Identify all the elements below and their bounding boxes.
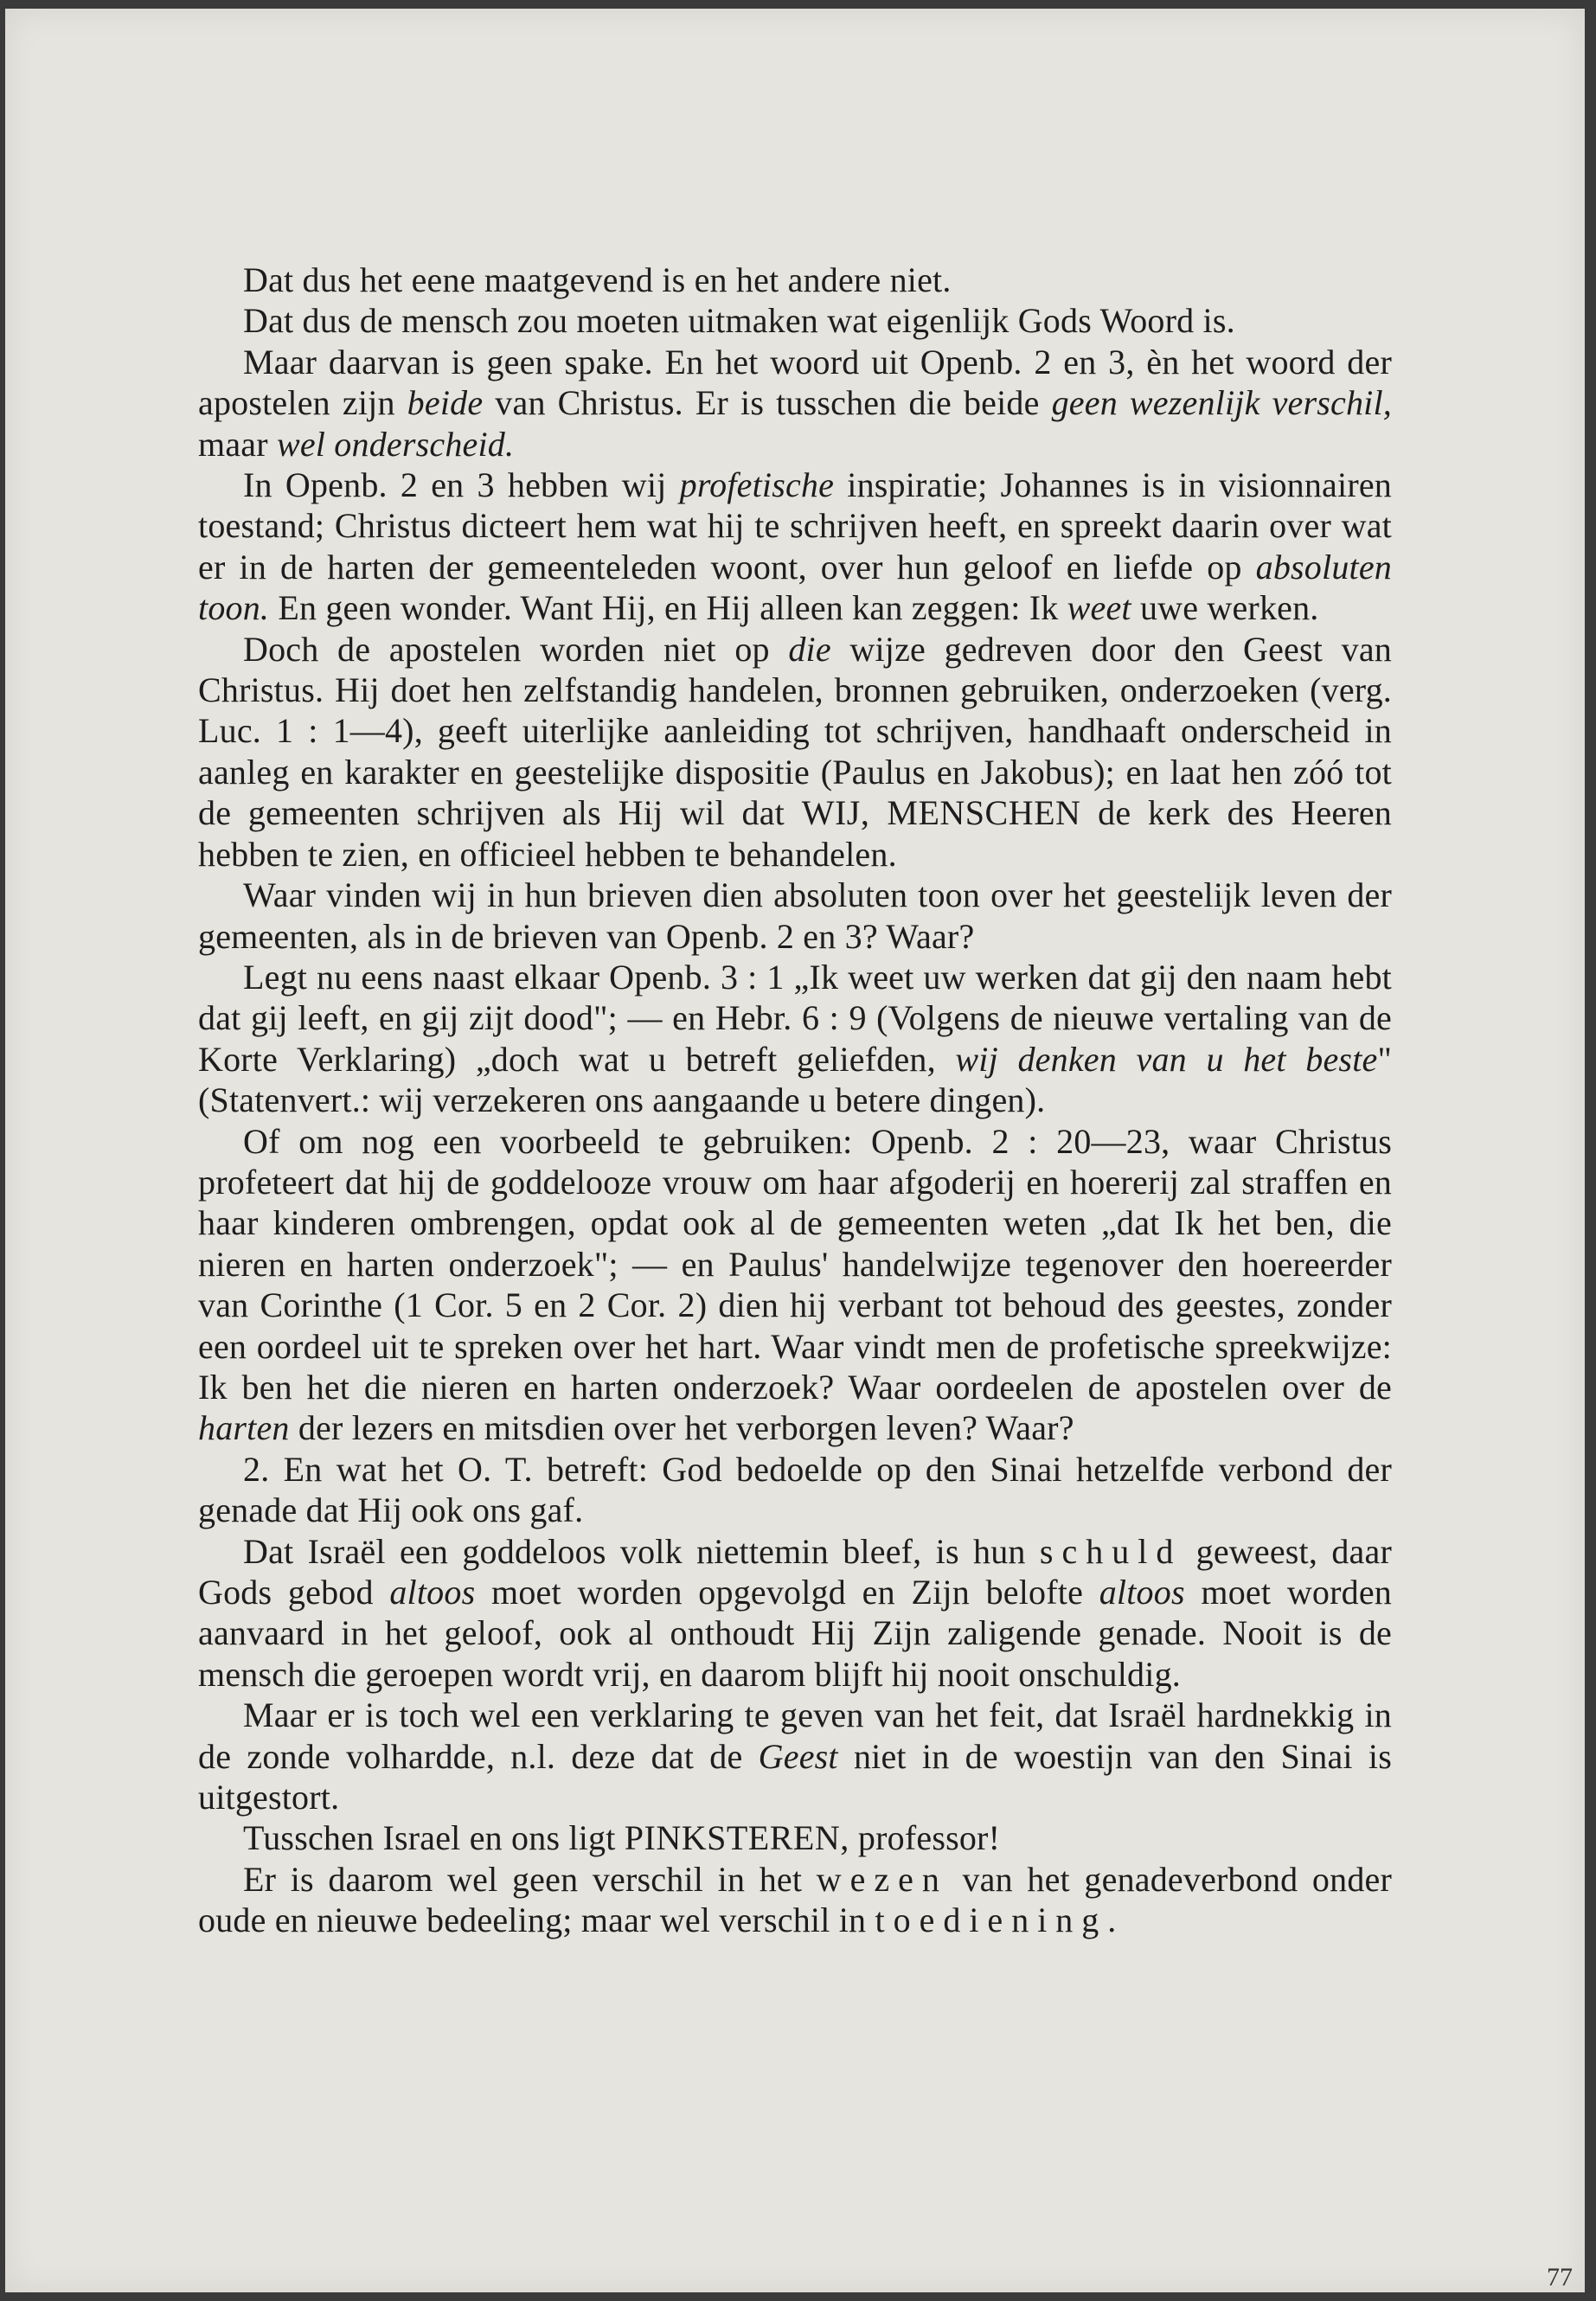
text-run: PINKSTEREN, [624, 1818, 849, 1858]
paragraph [198, 260, 1392, 300]
text-run: professor! [849, 1818, 1001, 1858]
text-run: Maar daarvan is geen spake. En het woord uit Openb. 2 en 3, èn het woord der apostelen zijn [198, 342, 1392, 423]
text-run: Tusschen Israel en ons ligt [243, 1818, 625, 1858]
paragraph [198, 1531, 1392, 1695]
text-run: die [788, 629, 831, 669]
text-run: der lezers en mitsdien over het verborgen leven? Waar? [289, 1408, 1074, 1448]
text-run: van het genadeverbond onder oude en nieuwe bedeeling; maar wel verschil in [198, 1859, 1392, 1940]
text-run: Of om nog een voorbeeld te gebruiken: Openb. 2 : 20—23, waar Christus profeteert dat hij de goddelooze vrouw om haar afgoderij en hoererij zal straffen en haar kinderen ombrengen, opdat ook al de gemeenten weten „dat Ik het ben, die nieren en harten onderzoek"; — en Paulus' handelwijze tegenover den hoereerder van Corinthe (1 Cor. 5 en 2 Cor. 2) dien hij verbant tot behoud des geestes, zonder een oordeel uit te spreken over het hart. Waar vindt men de profetische spreekwijze: Ik ben het die nieren en harten onderzoek? Waar oordeelen de apostelen over de [198, 1121, 1392, 1407]
text-run: absoluten toon. [198, 547, 1392, 628]
text-run: Er is daarom wel geen verschil in het [243, 1859, 817, 1899]
text-run: wij denken van u het beste [955, 1039, 1378, 1079]
text-run: In Openb. 2 en 3 hebben wij [243, 465, 680, 505]
text-run: 2. En wat het O. T. betreft: God bedoelde op den Sinai hetzelfde verbond der genade dat Hij ook ons gaf. [198, 1449, 1392, 1530]
paragraph [198, 957, 1392, 1121]
paragraph [198, 300, 1392, 341]
text-run: Waar vinden wij in hun brieven dien absoluten toon over het geestelijk leven der gemeenten, als in de brieven van Openb. 2 en 3? Waar? [198, 875, 1392, 956]
text-run: moet worden opgevolgd en Zijn belofte [475, 1573, 1099, 1612]
paragraph [198, 342, 1392, 465]
text-run: niet in de woestijn van den Sinai is uitgestort. [198, 1736, 1392, 1817]
text-run: beide [407, 383, 484, 423]
text-run: moet worden aanvaard in het geloof, ook al onthoudt Hij Zijn zaligende genade. Nooit is de mensch die geroepen wordt vrij, en daarom blijft hij nooit onschuldig. [198, 1573, 1392, 1694]
paragraph [198, 1817, 1392, 1858]
page-number: 77 [1547, 2263, 1573, 2291]
text-run: Maar er is toch wel een verklaring te geven van het feit, dat Israël hardnekkig in de zonde volhardde, n.l. deze dat de [198, 1695, 1392, 1776]
text-run: " (Statenvert.: wij verzekeren ons aangaande u betere dingen). [198, 1039, 1392, 1120]
document-page [5, 9, 1585, 2292]
text-run: Dat dus het eene maatgevend is en het andere niet. [243, 260, 952, 299]
text-run: maar [198, 424, 277, 464]
text-run: altoos [389, 1573, 476, 1612]
text-run: van Christus. Er is tusschen die beide [483, 383, 1052, 423]
paragraph [198, 875, 1392, 957]
text-run: WIJ, MENSCHEN [801, 793, 1081, 833]
paragraph [198, 1121, 1392, 1449]
text-run: Doch de apostelen worden niet op [243, 629, 789, 669]
paragraph [198, 1695, 1392, 1817]
text-run: wel onderscheid. [276, 424, 515, 464]
text-run: uwe werken. [1131, 588, 1319, 628]
paragraph [198, 629, 1392, 875]
text-run: schuld [1039, 1531, 1183, 1571]
text-run: wijze gedreven door den Geest van Christus. Hij doet hen zelfstandig handelen, bronnen gebruiken, onderzoeken (verg. Luc. 1 : 1—4), geeft uiterlijke aanleiding tot schrijven, handhaaft onderscheid in aanleg en karakter en geestelijke dispositie (Paulus en Jakobus); en laat hen zóó tot de gemeenten schrijven als Hij wil dat [198, 629, 1392, 833]
text-run: En geen wonder. Want Hij, en Hij alleen kan zeggen: Ik [269, 588, 1067, 628]
text-run: de kerk des Heeren hebben te zien, en officieel hebben te behandelen. [198, 793, 1392, 874]
text-run: weet [1067, 588, 1131, 628]
text-run: geen wezenlijk verschil, [1051, 383, 1392, 423]
text-run: toediening. [875, 1900, 1125, 1940]
text-run: Geest [758, 1736, 838, 1776]
text-run: inspiratie; Johannes is in visionnairen toestand; Christus dicteert hem wat hij te schrijven heeft, en spreekt daarin over wat er in de harten der gemeenteleden woont, over hun geloof en liefde op [198, 465, 1393, 586]
paragraph [198, 1859, 1392, 1941]
paragraph [198, 1449, 1392, 1531]
text-run: altoos [1099, 1573, 1185, 1612]
text-run: geweest, daar Gods gebod [198, 1531, 1392, 1612]
text-run: Dat dus de mensch zou moeten uitmaken wat eigenlijk Gods Woord is. [243, 301, 1235, 341]
text-run: Legt nu eens naast elkaar Openb. 3 : 1 „Ik weet uw werken dat gij den naam hebt dat gij leeft, en gij zijt dood"; — en Hebr. 6 : 9 (Volgens de nieuwe vertaling van de Korte Verklaring) „doch wat u betreft geliefden, [198, 957, 1392, 1079]
text-run: harten [198, 1408, 290, 1448]
text-run: profetische [679, 465, 835, 505]
body-text [198, 260, 1392, 1941]
text-run: wezen [816, 1859, 948, 1899]
paragraph [198, 465, 1392, 629]
text-run: Dat Israël een goddeloos volk niettemin bleef, is hun [243, 1531, 1040, 1571]
